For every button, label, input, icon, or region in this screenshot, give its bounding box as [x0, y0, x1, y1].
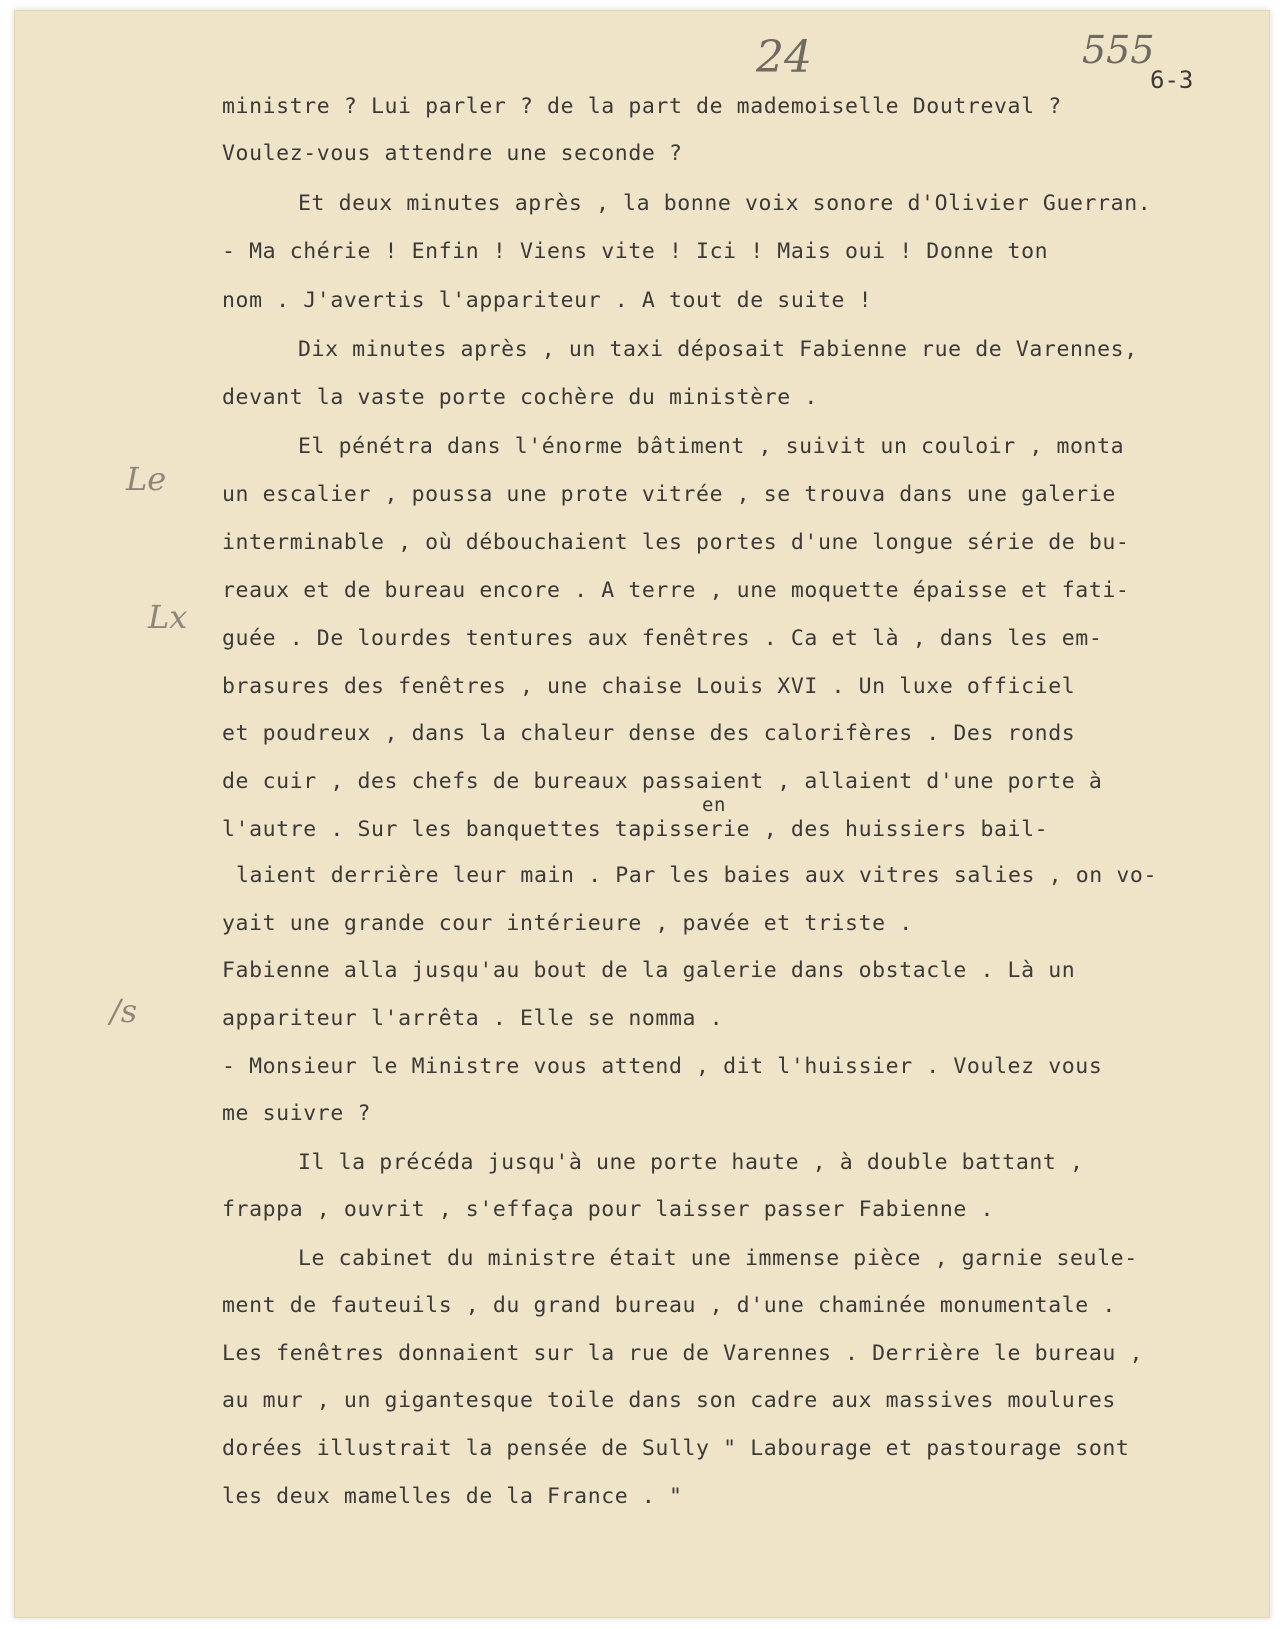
- text-line: guée . De lourdes tentures aux fenêtres . Ca et là , dans les em-: [222, 626, 1103, 651]
- text-line: Fabienne alla jusqu'au bout de la galerie dans obstacle . Là un: [222, 958, 1076, 983]
- text-line: l'autre . Sur les banquettes tapisserie , des huissiers bail-: [222, 817, 1049, 842]
- text-line: reaux et de bureau encore . A terre , une moquette épaisse et fati-: [222, 578, 1130, 603]
- text-line: Il la précéda jusqu'à une porte haute , à double battant ,: [298, 1150, 1084, 1175]
- text-line: frappa , ouvrit , s'effaça pour laisser passer Fabienne .: [222, 1197, 995, 1222]
- section-reference: 6-3: [1150, 66, 1194, 94]
- text-line: interminable , où débouchaient les portes d'une longue série de bu-: [222, 530, 1130, 555]
- text-line: et poudreux , dans la chaleur dense des calorifères . Des ronds: [222, 721, 1076, 746]
- text-line: - Monsieur le Ministre vous attend , dit l'huissier . Voulez vous: [222, 1054, 1103, 1079]
- handwritten-archive-number: 555: [1082, 28, 1155, 72]
- text-line: Dix minutes après , un taxi déposait Fabienne rue de Varennes,: [298, 337, 1138, 362]
- text-line: me suivre ?: [222, 1101, 371, 1126]
- text-line: Les fenêtres donnaient sur la rue de Varennes . Derrière le bureau ,: [222, 1341, 1143, 1366]
- text-line: les deux mamelles de la France . ": [222, 1484, 683, 1509]
- text-line: brasures des fenêtres , une chaise Louis XVI . Un luxe officiel: [222, 674, 1076, 699]
- text-line: de cuir , des chefs de bureaux passaient , allaient d'une porte à: [222, 769, 1103, 794]
- text-line: Voulez-vous attendre une seconde ?: [222, 141, 683, 166]
- text-line: El pénétra dans l'énorme bâtiment , suivit un couloir , monta: [298, 434, 1125, 459]
- text-line: nom . J'avertis l'appariteur . A tout de suite !: [222, 288, 873, 313]
- handwritten-page-number: 24: [756, 32, 812, 83]
- margin-note: /s: [110, 992, 138, 1030]
- interlinear-insertion: en: [702, 794, 727, 816]
- margin-note: Le: [126, 460, 167, 498]
- text-line: dorées illustrait la pensée de Sully " Labourage et pastourage sont: [222, 1436, 1130, 1461]
- text-line: appariteur l'arrêta . Elle se nomma .: [222, 1006, 724, 1031]
- text-line: au mur , un gigantesque toile dans son cadre aux massives moulures: [222, 1388, 1116, 1413]
- text-line: laient derrière leur main . Par les baies aux vitres salies , on vo-: [236, 863, 1157, 888]
- text-line: - Ma chérie ! Enfin ! Viens vite ! Ici ! Mais oui ! Donne ton: [222, 239, 1049, 264]
- margin-note: Lx: [148, 598, 188, 636]
- text-line: Et deux minutes après , la bonne voix sonore d'Olivier Guerran.: [298, 191, 1152, 216]
- text-line: ment de fauteuils , du grand bureau , d'une chaminée monumentale .: [222, 1293, 1116, 1318]
- text-line: yait une grande cour intérieure , pavée et triste .: [222, 911, 913, 936]
- text-line: Le cabinet du ministre était une immense pièce , garnie seule-: [298, 1246, 1138, 1271]
- text-line: un escalier , poussa une prote vitrée , se trouva dans une galerie: [222, 482, 1116, 507]
- text-line: ministre ? Lui parler ? de la part de mademoiselle Doutreval ?: [222, 94, 1062, 119]
- text-line: devant la vaste porte cochère du ministère .: [222, 385, 818, 410]
